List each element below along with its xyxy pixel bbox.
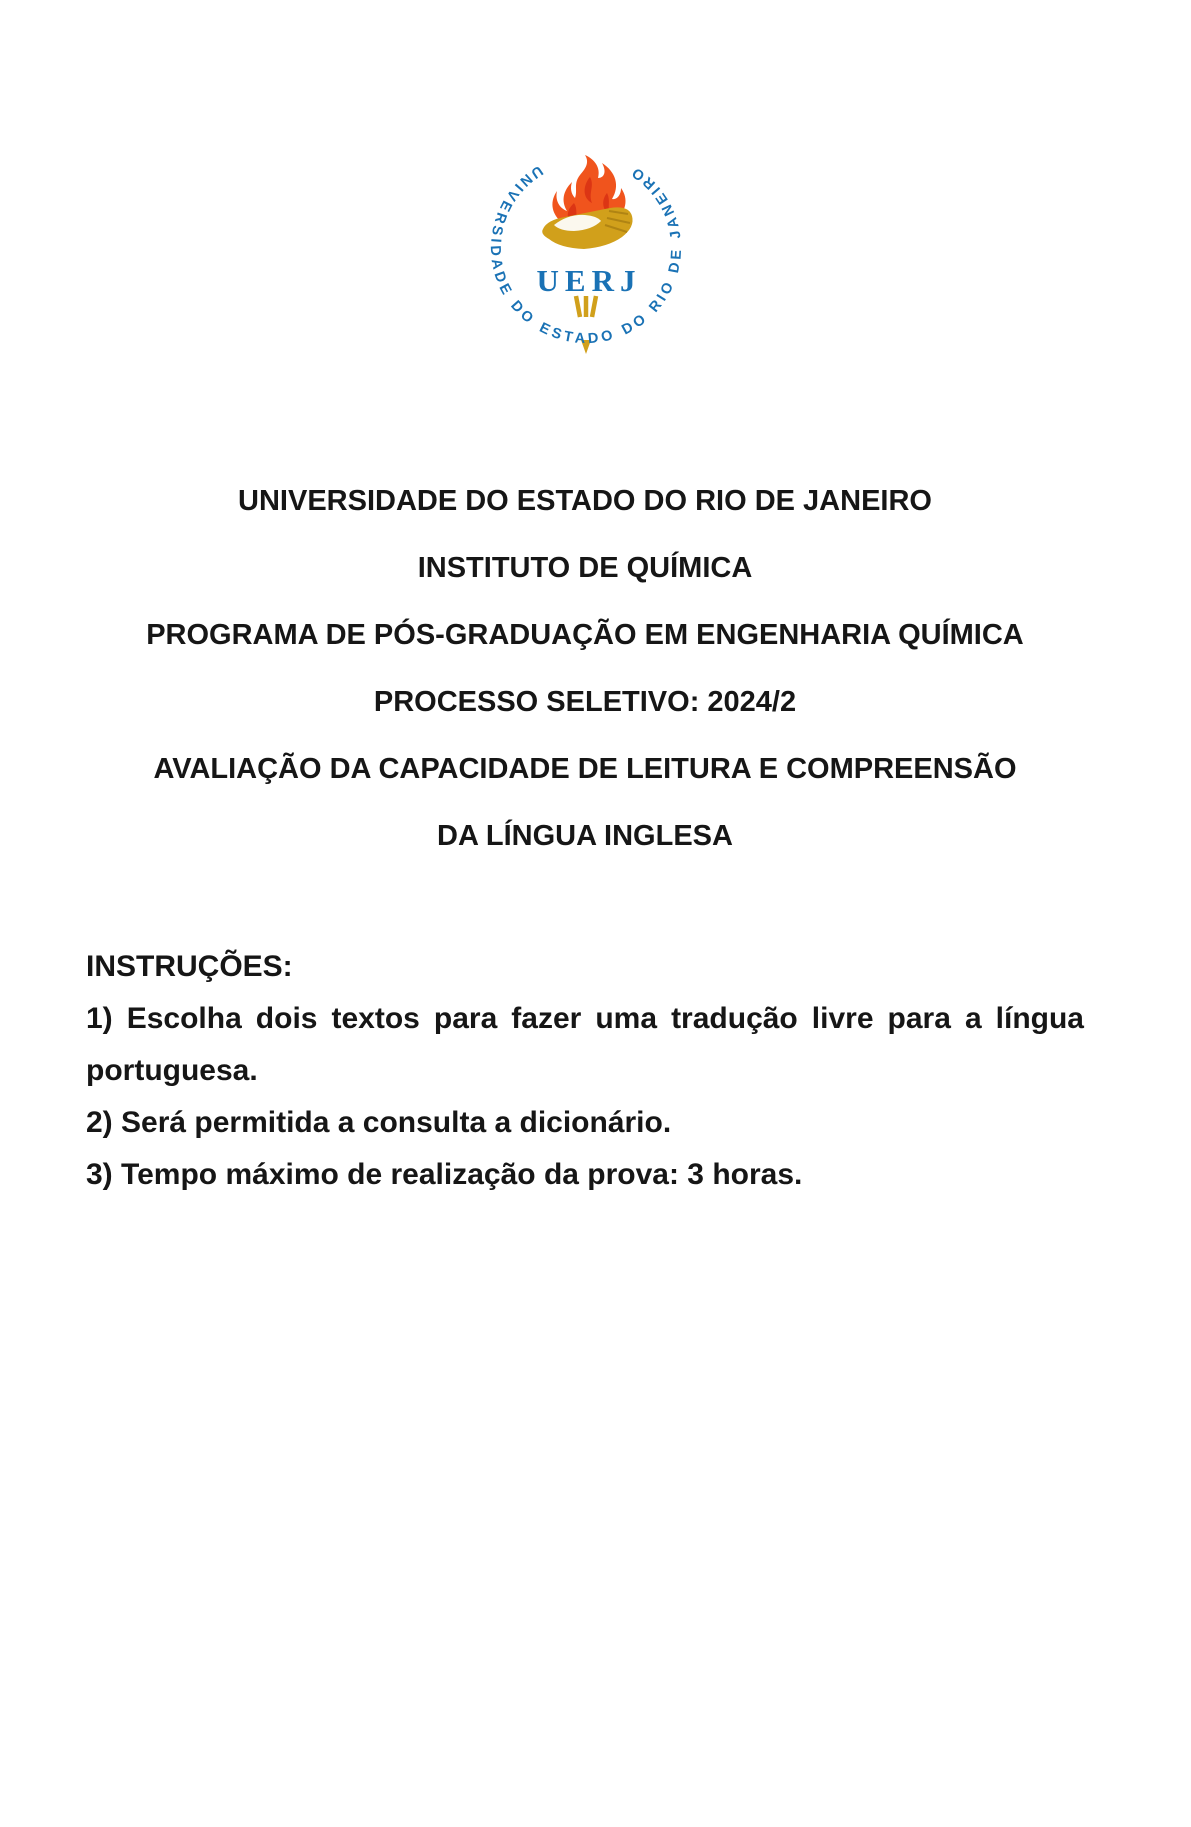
title-line-program: PROGRAMA DE PÓS-GRADUAÇÃO EM ENGENHARIA QUÍMICA <box>146 619 1024 651</box>
logo-ring-textpath: UNIVERSIDADE DO ESTADO DO RIO DE JANEIRO <box>486 161 686 348</box>
uerj-logo <box>481 143 691 355</box>
title-block <box>86 468 1084 870</box>
title-line-selection-process: PROCESSO SELETIVO: 2024/2 <box>373 686 797 718</box>
title-line-university: UNIVERSIDADE DO ESTADO DO RIO DE JANEIRO <box>238 485 932 517</box>
title-line-exam-name: AVALIAÇÃO DA CAPACIDADE DE LEITURA E COMPREENSÃO <box>153 753 1017 785</box>
torch-handle-icon <box>576 296 596 317</box>
instructions-block <box>86 941 1084 1201</box>
instruction-item-1: 1) Escolha dois textos para fazer uma tradução livre para a língua portuguesa. <box>86 1002 1084 1087</box>
title-line-institute: INSTITUTO DE QUÍMICA <box>417 552 753 584</box>
exam-cover-page <box>0 143 1191 1827</box>
instructions-heading: INSTRUÇÕES: <box>86 950 293 983</box>
instruction-item-2: 2) Será permitida a consulta a dicionário. <box>86 1106 672 1139</box>
uerj-acronym: UERJ <box>536 263 642 298</box>
instruction-item-3: 3) Tempo máximo de realização da prova: 3 horas. <box>86 1158 803 1191</box>
uerj-logo-svg <box>481 143 691 355</box>
title-line-exam-language: DA LÍNGUA INGLESA <box>437 820 733 852</box>
